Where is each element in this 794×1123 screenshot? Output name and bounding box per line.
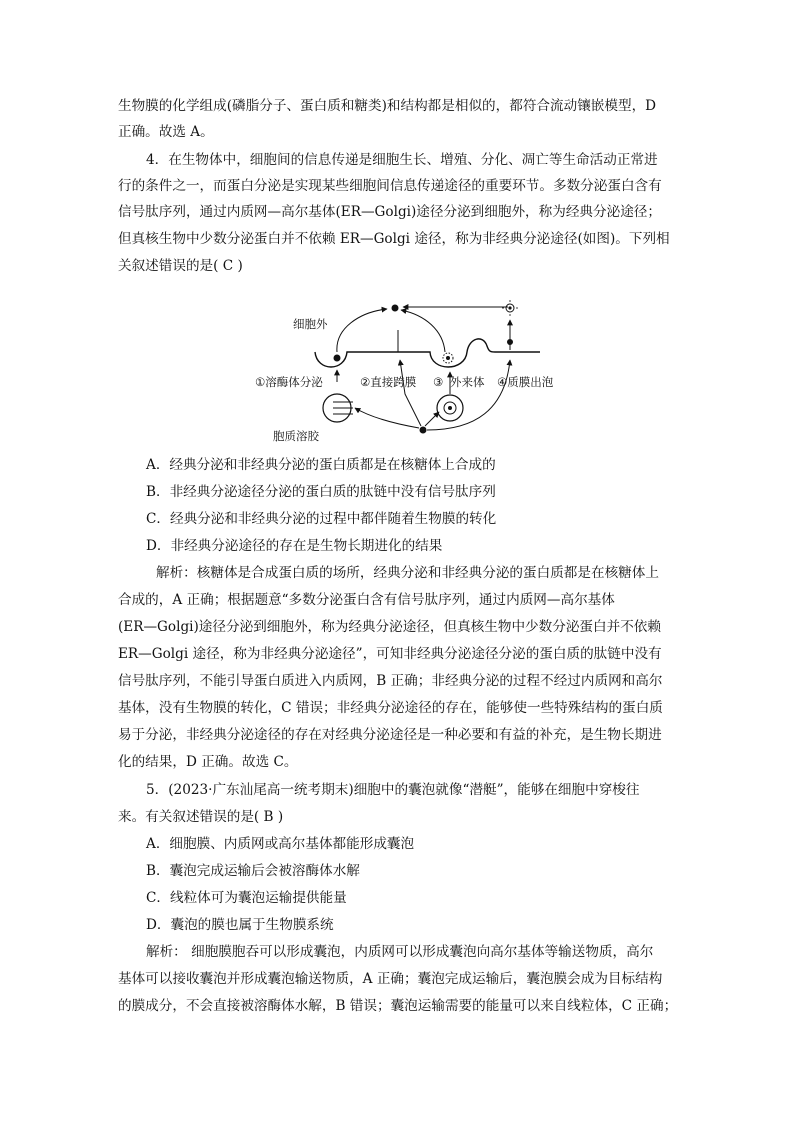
text-line: 化的结果，D 正确。故选 C。 <box>118 754 298 770</box>
text-line: 行的条件之一，而蛋白分泌是实现某些细胞间信息传递途径的重要环节。多数分泌蛋白含有 <box>118 178 662 194</box>
plasma-membrane <box>315 339 540 367</box>
text-line: 正确。故选 A。 <box>118 124 214 140</box>
label-path3: ③ <box>433 375 444 389</box>
option-c: C．经典分泌和非经典分泌的过程中都伴随着生物膜的转化 <box>146 511 497 527</box>
text-line: 易于分泌，非经典分泌途径的存在对经典分泌途径是一种必要和有益的补充，是生物长期进 <box>118 727 662 743</box>
secreted-protein-dot <box>392 305 399 312</box>
option-d: D．非经典分泌途径的存在是生物长期进化的结果 <box>146 538 443 554</box>
analysis-line: 解析：核糖体是合成蛋白质的场所，经典分泌和非经典分泌的蛋白质都是在核糖体上 <box>156 565 659 581</box>
option-d: D．囊泡的膜也属于生物膜系统 <box>146 917 334 933</box>
label-exosome: 外来体 <box>450 375 485 389</box>
text-line: 基体，没有生物膜的转化，C 错误；非经典分泌途径的存在，能够使一些特殊结构的蛋白质 <box>118 700 663 716</box>
option-a: A．经典分泌和非经典分泌的蛋白质都是在核糖体上合成的 <box>146 457 496 473</box>
secretion-pathway-diagram <box>255 290 554 450</box>
text-line: 基体可以接收囊泡并形成囊泡输送物质，A 正确；囊泡完成运输后，囊泡膜会成为目标结构 <box>118 971 663 987</box>
option-a: A．细胞膜、内质网或高尔基体都能形成囊泡 <box>146 836 415 852</box>
label-outside: 细胞外 <box>293 317 328 331</box>
analysis-line: 解析： 细胞膜胞吞可以形成囊泡，内质网可以形成囊泡向高尔基体等输送物质，高尔 <box>146 944 654 960</box>
text-line: 信号肽序列，通过内质网—高尔基体(ER—Golgi)途径分泌到细胞外，称为经典分泌途径； <box>118 204 661 220</box>
text-line: 关叙述错误的是( C ) <box>118 258 243 274</box>
option-c: C．线粒体可为囊泡运输提供能量 <box>146 890 347 906</box>
question-4-stem: 4．在生物体中，细胞间的信息传递是细胞生长、增殖、分化、凋亡等生命活动正常进 <box>146 152 658 168</box>
text-line: 合成的，A 正确；根据题意“多数分泌蛋白含有信号肽序列，通过内质网—高尔基体 <box>118 592 615 608</box>
secretion-pathway-figure <box>255 290 554 450</box>
text-line: 但真核生物中少数分泌蛋白并不依赖 ER—Golgi 途径，称为非经典分泌途径(如图)。下列相 <box>118 231 670 247</box>
cytosolic-protein-dot <box>420 427 427 434</box>
label-lysosome-secretion: ①溶酶体分泌 <box>255 375 323 389</box>
text-line: 生物膜的化学组成(磷脂分子、蛋白质和糖类)和结构都是相似的，都符合流动镶嵌模型，D <box>118 98 657 114</box>
vesicle-protein-dot <box>334 355 341 362</box>
question-5-stem: 5．(2023·广东汕尾高一统考期末)细胞中的囊泡就像“潜艇”，能够在细胞中穿梭往 <box>146 782 640 798</box>
text-line: 信号肽序列，不能引导蛋白质进入内质网，B 正确；非经典分泌的过程不经过内质网和高尔 <box>118 673 663 689</box>
option-b: B．囊泡完成运输后会被溶酶体水解 <box>146 863 360 879</box>
label-direct-translocation: ②直接跨膜 <box>360 375 417 389</box>
text-line: ER—Golgi 途径，称为非经典分泌途径”，可知非经典分泌途径分泌的蛋白质的肽链中没有 <box>118 646 662 662</box>
text-line: 来。有关叙述错误的是( B ) <box>118 809 284 825</box>
label-membrane-blebbing: ④质膜出泡 <box>497 375 554 389</box>
option-b: B．非经典分泌途径分泌的蛋白质的肽链中没有信号肽序列 <box>146 484 496 500</box>
label-cytosol: 胞质溶胶 <box>273 429 319 443</box>
text-line: (ER—Golgi)途径分泌到细胞外，称为经典分泌途径，但真核生物中少数分泌蛋白并不依赖 <box>118 619 661 635</box>
text-line: 的膜成分，不会直接被溶酶体水解，B 错误；囊泡运输需要的能量可以来自线粒体，C 正确； <box>118 998 678 1014</box>
